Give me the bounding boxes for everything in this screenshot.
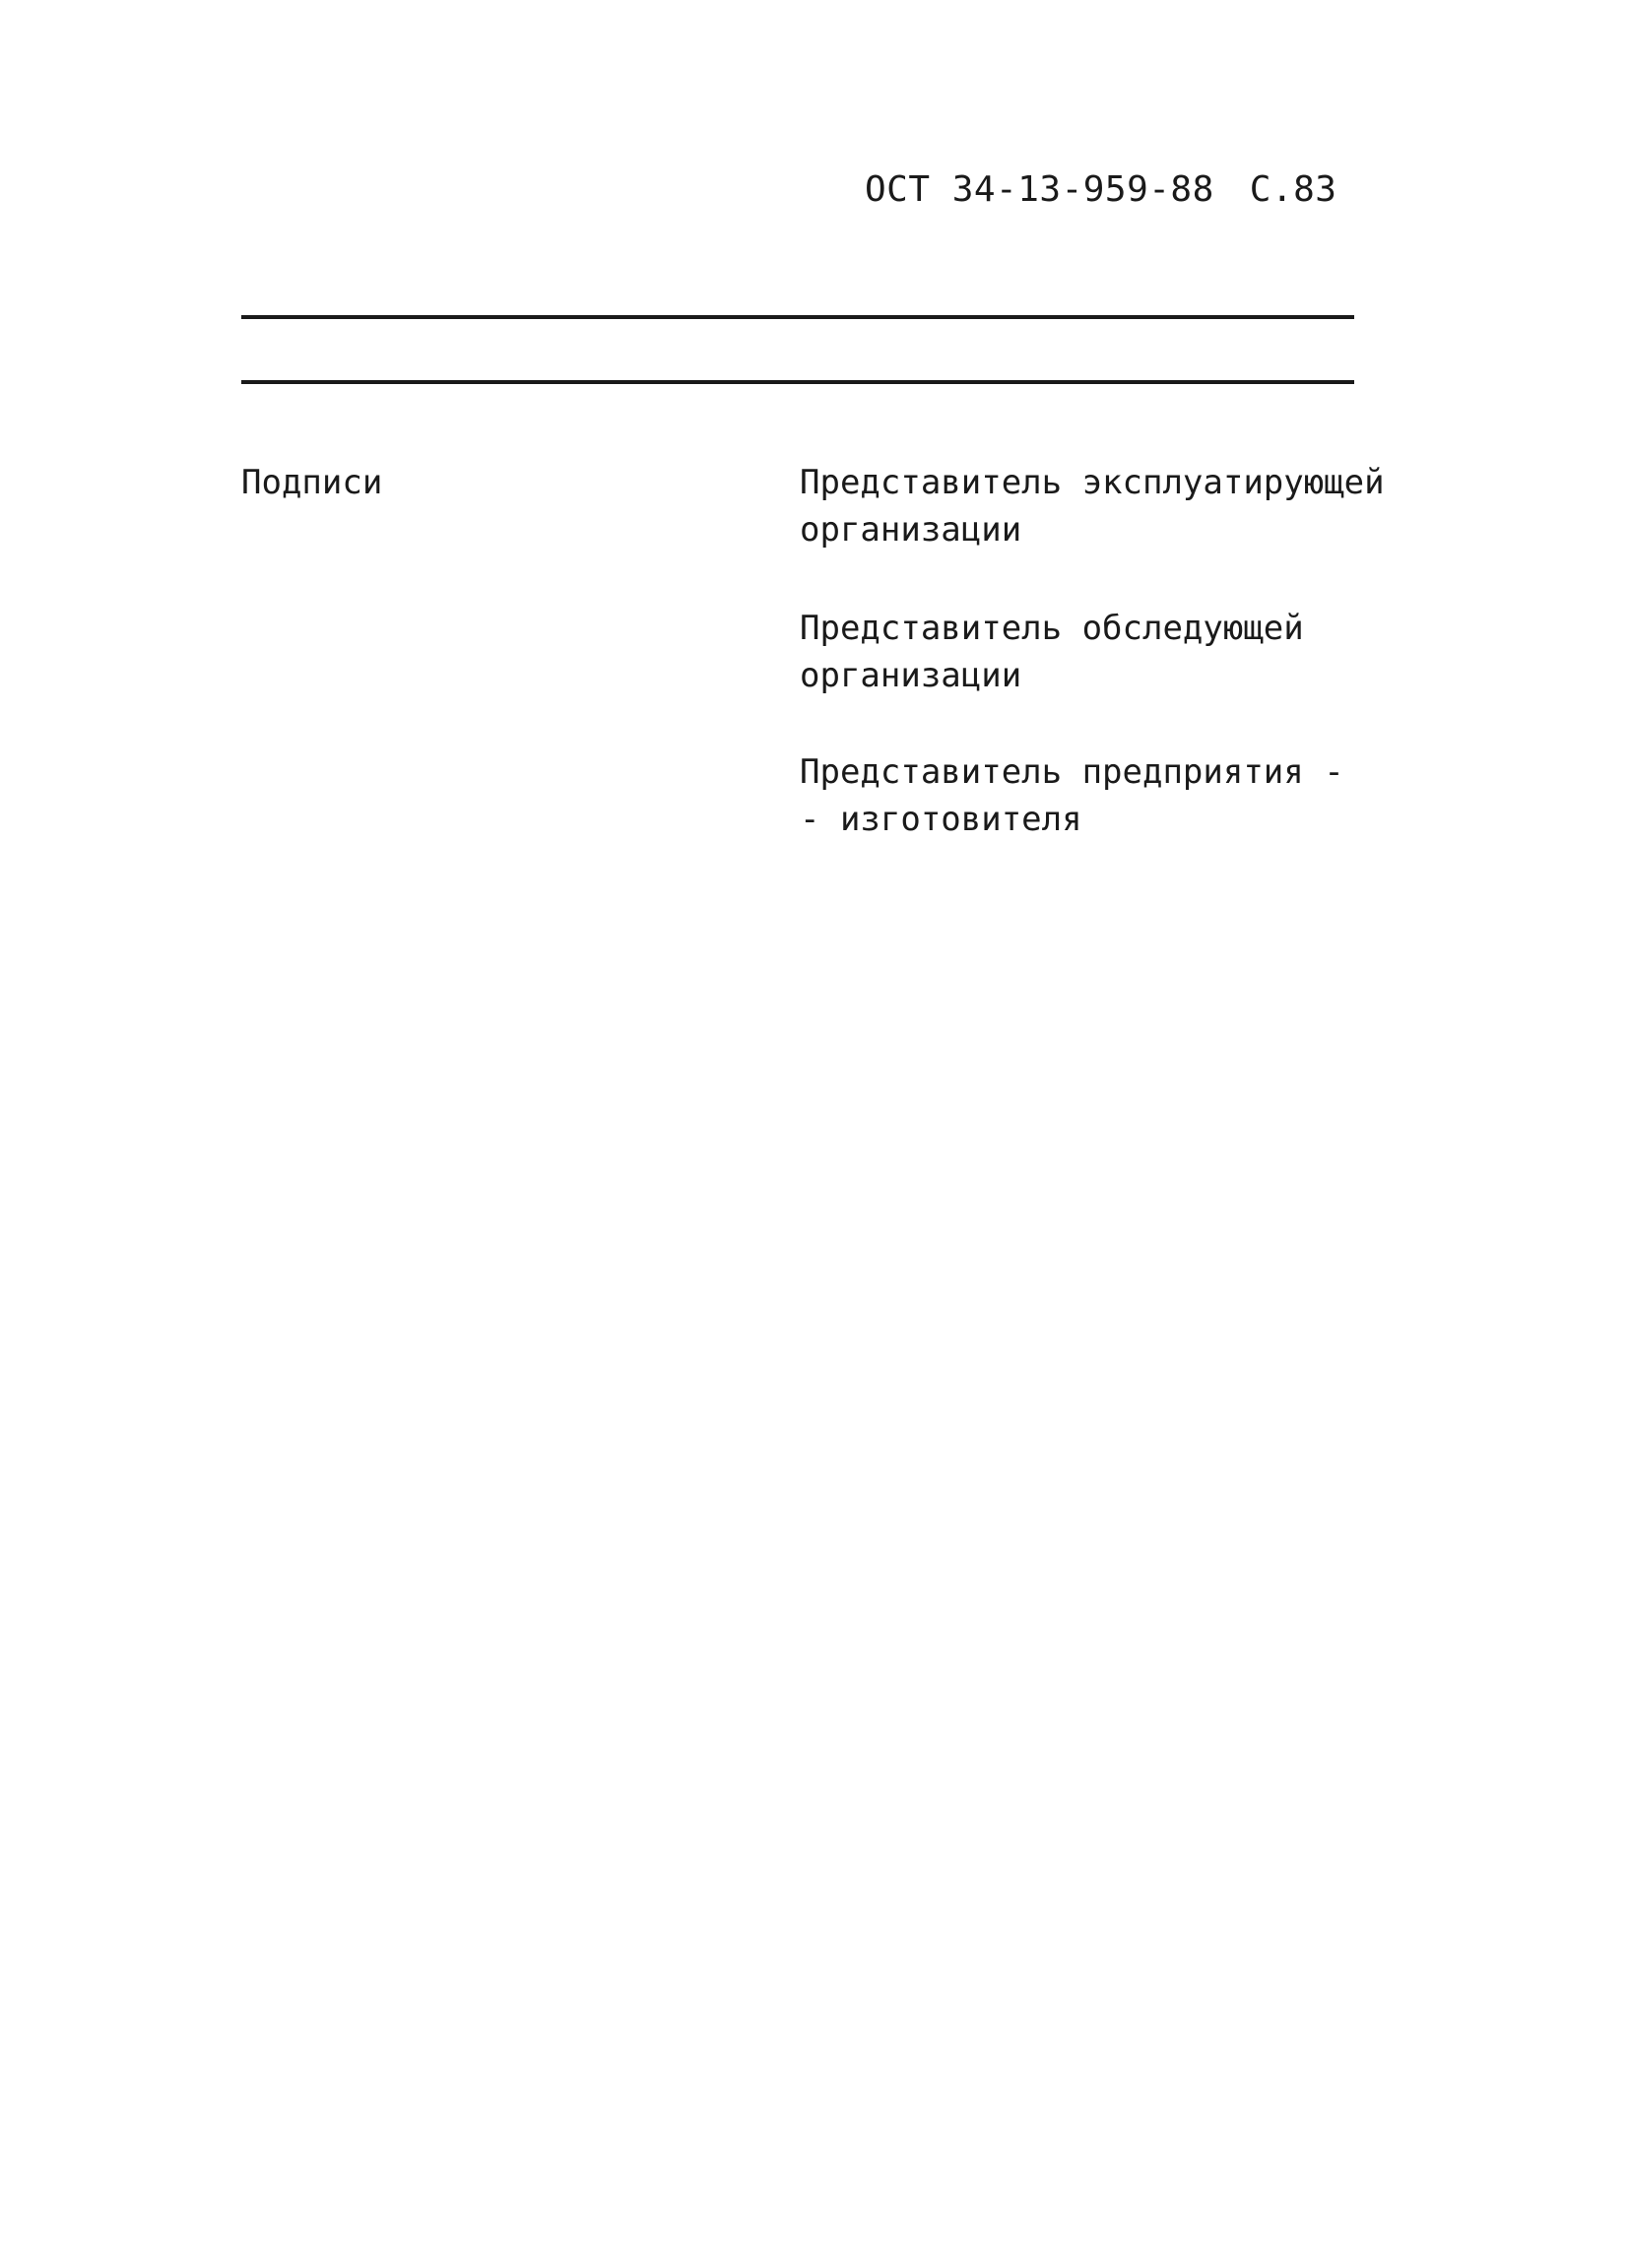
signatory-line: организации (800, 656, 1022, 695)
signatory-line: Представитель обследующей (800, 609, 1304, 648)
signatures-label: Подписи (241, 463, 383, 502)
signatory-inspecting-org (800, 605, 1304, 699)
page-header (865, 169, 1336, 210)
signatory-manufacturer (800, 748, 1344, 843)
signatory-line: Представитель предприятия - (800, 752, 1344, 792)
signatory-line: Представитель эксплуатирующей (800, 463, 1385, 502)
signatory-line: - изготовителя (800, 800, 1082, 839)
horizontal-rule-top (241, 315, 1354, 319)
document-code: ОСТ 34-13-959-88 (865, 169, 1214, 210)
horizontal-rule-bottom (241, 380, 1354, 384)
signatory-operating-org (800, 459, 1385, 553)
signatory-line: организации (800, 510, 1022, 550)
page-number: С.83 (1249, 169, 1337, 210)
